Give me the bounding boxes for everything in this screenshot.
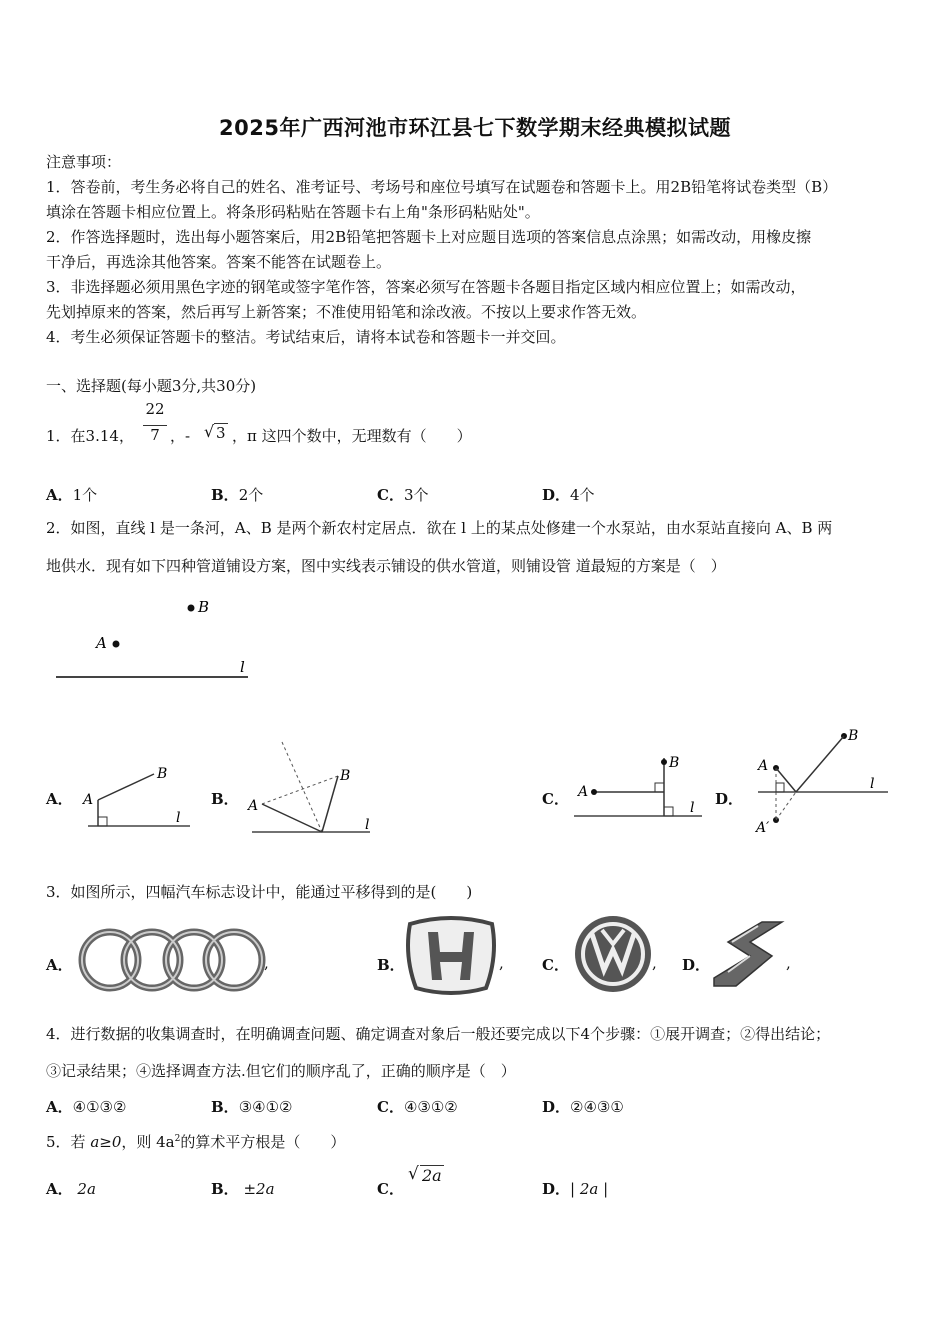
q2-option-d[interactable]: D． [715, 790, 744, 808]
q1-frac-den: 7 [150, 426, 160, 444]
q2-option-b[interactable]: B． [211, 790, 239, 808]
q5-option-d[interactable]: D．| 2a | [542, 1180, 609, 1198]
pipe-line [262, 804, 322, 832]
suzuki-logo-icon [710, 920, 786, 990]
label-b: B [198, 598, 210, 616]
dashed-line [282, 742, 322, 832]
separator: , [264, 954, 269, 972]
sqrt-icon: √ [204, 422, 215, 441]
notes-line: 4．考生必须保证答题卡的整洁。考试结束后，请将本试卷和答题卡一并交回。 [46, 328, 566, 346]
q5-option-a[interactable]: A． 2a [46, 1180, 96, 1198]
q2-figure-a [78, 760, 198, 835]
q2-line2: 地供水．现有如下四种管道铺设方案，图中实线表示铺设的供水管道，则铺设管 道最短的方案是（ ） [46, 557, 726, 575]
dashed-line [262, 776, 338, 804]
q1-option-b[interactable]: B．2个 [211, 486, 264, 504]
label-l: l [365, 817, 370, 833]
label-b: B [669, 755, 680, 771]
pipe-line [776, 768, 796, 792]
right-angle-icon [98, 817, 107, 826]
label-l: l [870, 776, 875, 792]
q5-option-c[interactable]: C． [377, 1180, 404, 1198]
q1-prefix: 1．在3.14， [46, 427, 134, 445]
dashed-line [776, 792, 796, 820]
q3-text: 3．如图所示，四幅汽车标志设计中，能通过平移得到的是( ) [46, 883, 473, 901]
q3-option-d[interactable]: D． [682, 956, 711, 974]
q2-option-c[interactable]: C． [542, 790, 569, 808]
point-a [591, 789, 597, 795]
q4-option-a[interactable]: A．④①③② [46, 1098, 127, 1116]
point-b [188, 605, 195, 612]
point-b [661, 759, 667, 765]
label-a: A [96, 634, 107, 652]
sqrt-icon: √ [408, 1164, 419, 1184]
q2-figure-c [570, 748, 710, 828]
q1-option-a[interactable]: A．1个 [46, 486, 98, 504]
audi-logo-icon [74, 924, 268, 994]
notes-line: 3．非选择题必须用黑色字迹的钢笔或签字笔作答，答案必须写在答题卡各题目指定区域内相应位置上；如需改动， [46, 278, 806, 296]
label-a: A [83, 792, 94, 808]
label-a: A [248, 798, 259, 814]
q1-suffix: ，π 这四个数中，无理数有（ ） [232, 427, 472, 445]
q1-option-c[interactable]: C．3个 [377, 486, 429, 504]
pipe-line [796, 736, 844, 792]
label-l: l [176, 810, 181, 826]
q1-mid: ，- [170, 427, 191, 445]
separator: , [652, 954, 657, 972]
pipe-line [98, 774, 154, 800]
q3-option-c[interactable]: C． [542, 956, 569, 974]
label-b: B [848, 728, 859, 744]
label-a: A [758, 758, 769, 774]
q4-option-b[interactable]: B．③④①② [211, 1098, 293, 1116]
q3-option-b[interactable]: B． [377, 956, 405, 974]
label-l: l [690, 800, 695, 816]
notes-line: 1．答卷前，考生务必将自己的姓名、准考证号、考场号和座位号填写在试题卷和答题卡上。用2B铅笔将试卷类型（B） [46, 178, 838, 196]
q2-figure-d [748, 722, 898, 840]
point-a [113, 641, 120, 648]
label-a-prime: A′ [756, 820, 770, 836]
pipe-line [322, 776, 338, 832]
q2-main-figure [50, 592, 260, 692]
honda-logo-icon [402, 914, 500, 996]
q4-line2: ③记录结果；④选择调查方法.但它们的顺序乱了，正确的顺序是（ ） [46, 1062, 516, 1080]
q3-option-a[interactable]: A． [46, 956, 73, 974]
q1-option-d[interactable]: D．4个 [542, 486, 595, 504]
q4-option-c[interactable]: C．④③①② [377, 1098, 458, 1116]
separator: , [786, 954, 791, 972]
q5-option-c-value: 2a [422, 1166, 442, 1185]
q4-line1: 4．进行数据的收集调查时，在明确调查问题、确定调查对象后一般还要完成以下4个步骤：①展开调查；②得出结论； [46, 1025, 831, 1043]
label-b: B [157, 766, 168, 782]
volkswagen-logo-icon [572, 912, 654, 996]
q1-sqrt-value: 3 [216, 424, 226, 442]
q4-option-d[interactable]: D．②④③① [542, 1098, 624, 1116]
right-angle-icon [655, 783, 664, 792]
label-a: A [578, 784, 589, 800]
page-title: 2025年广西河池市环江县七下数学期末经典模拟试题 [219, 116, 731, 140]
label-l: l [240, 658, 245, 676]
right-angle-icon [776, 783, 784, 792]
separator: , [499, 954, 504, 972]
right-angle-icon [664, 807, 673, 816]
label-b: B [340, 768, 351, 784]
q2-option-a[interactable]: A． [46, 790, 73, 808]
notes-line: 先划掉原来的答案，然后再写上新答案；不准使用铅笔和涂改液。不按以上要求作答无效。 [46, 303, 647, 321]
notes-line: 填涂在答题卡相应位置上。将条形码粘贴在答题卡右上角"条形码粘贴处"。 [46, 203, 540, 221]
section-heading: 一、选择题(每小题3分,共30分) [46, 377, 257, 395]
notes-line: 干净后，再选涂其他答案。答案不能答在试题卷上。 [46, 253, 392, 271]
q2-figure-b [244, 736, 384, 846]
q5-text: 5．若 a≥0，则 $4a^2$的算术平方根是（ ） [46, 1133, 346, 1151]
notes-heading: 注意事项： [46, 153, 122, 171]
q1-frac-num: 22 [145, 400, 165, 418]
notes-line: 2．作答选择题时，选出每小题答案后，用2B铅笔把答题卡上对应题目选项的答案信息点涂黑；如需改动，用橡皮擦 [46, 228, 812, 246]
q5-option-b[interactable]: B． ±2a [211, 1180, 275, 1198]
q2-line1: 2．如图，直线 l 是一条河，A、B 是两个新农村定居点．欲在 l 上的某点处修建一个水泵站，由水泵站直接向 A、B 两 [46, 519, 833, 537]
